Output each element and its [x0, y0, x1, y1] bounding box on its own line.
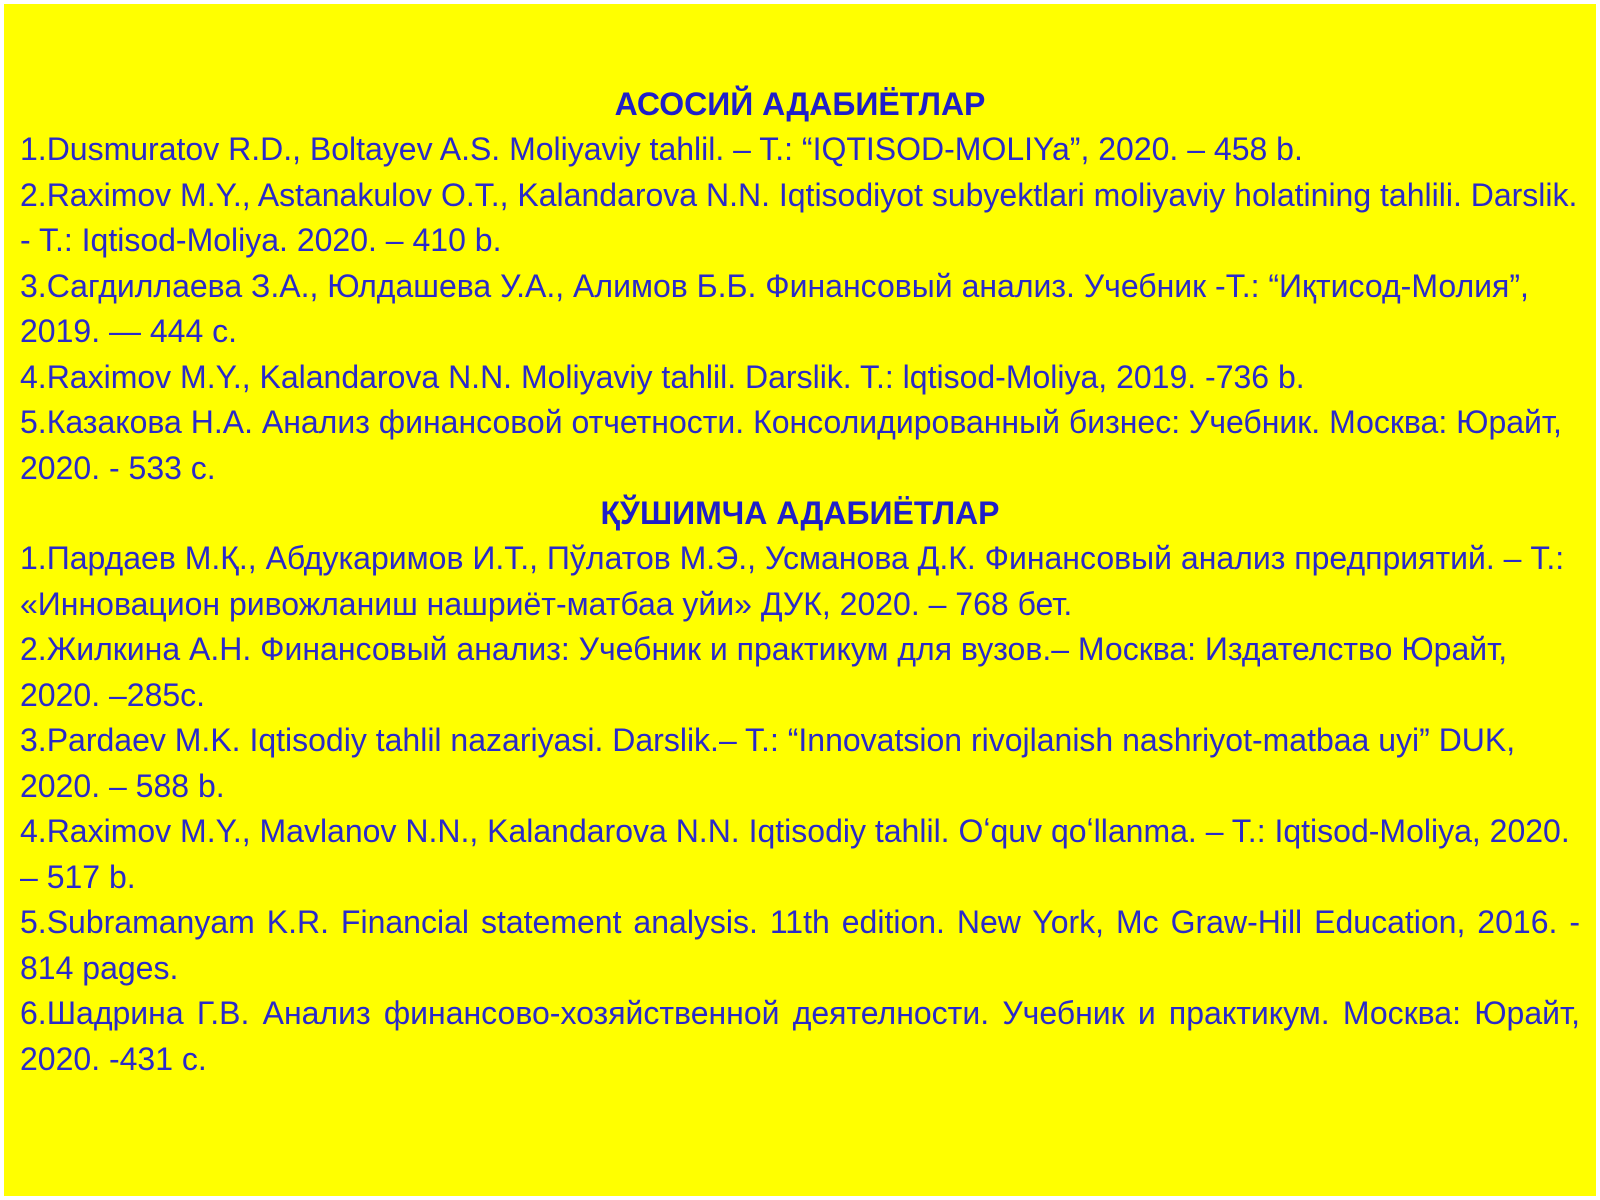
- main-reference-2: 2.Raximov M.Y., Astanakulov O.T., Kalandarova N.N. Iqtisodiyot subyektlari moliyaviy holatining tahlili. Darslik. - T.: Iqtisod-Moliya. 2020. – 410 b.: [20, 176, 1578, 258]
- main-reference-1: 1.Dusmuratov R.D., Boltayev A.S. Moliyaviy tahlil. – T.: “IQTISOD-MOLIYa”, 2020. – 458 b.: [20, 131, 1303, 167]
- main-reference-3: 3.Сагдиллаева З.А., Юлдашева У.А., Алимов Б.Б. Финансовый анализ. Учебник -Т.: “Иқтисод-Молия”, 2019. — 444 с.: [20, 267, 1529, 349]
- additional-reference-1: 1.Пардаев М.Қ., Абдукаримов И.Т., Пўлатов М.Э., Усманова Д.К. Финансовый анализ предприятий. – Т.: «Инновацион ривожланиш нашриёт-матбаа уйи» ДУК, 2020. – 768 бет.: [20, 540, 1565, 622]
- main-reference-4: 4.Raximov M.Y., Kalandarova N.N. Moliyaviy tahlil. Darslik. T.: lqtisod-Moliya, 2019. -736 b.: [20, 358, 1305, 395]
- additional-reference-3: 3.Pardaev M.K. Iqtisodiy tahlil nazariyasi. Darslik.– T.: “Innovatsion rivojlanish nashriyot-matbaa uyi” DUK, 2020. – 588 b.: [20, 722, 1516, 804]
- additional-reference-5: 5.Subramanyam K.R. Financial statement analysis. 11th edition. New York, Mc Graw-Hill Education, 2016. - 814 pages.: [20, 904, 1580, 986]
- slide: [4, 4, 1596, 1196]
- additional-reference-2: 2.Жилкина А.Н. Финансовый анализ: Учебник и практикум для вузов.– Москва: Издателство Юрайт, 2020. –285с.: [20, 631, 1508, 713]
- additional-reference-6: 6.Шадрина Г.В. Анализ финансово-хозяйственной деятелности. Учебник и практикум. Москва: Юрайт, 2020. -431 с.: [20, 995, 1580, 1077]
- main-literature-heading: АСОСИЙ АДАБИЁТЛАР: [614, 86, 986, 122]
- additional-literature-heading: ҚЎШИМЧА АДАБИЁТЛАР: [600, 495, 1000, 531]
- additional-reference-4: 4.Raximov M.Y., Mavlanov N.N., Kalandarova N.N. Iqtisodiy tahlil. Oʻquv qoʻllanma. – T.: Iqtisod-Moliya, 2020. – 517 b.: [20, 813, 1570, 895]
- main-reference-5: 5.Казакова Н.А. Анализ финансовой отчетности. Консолидированный бизнес: Учебник. Москва: Юрайт, 2020. - 533 с.: [20, 404, 1562, 486]
